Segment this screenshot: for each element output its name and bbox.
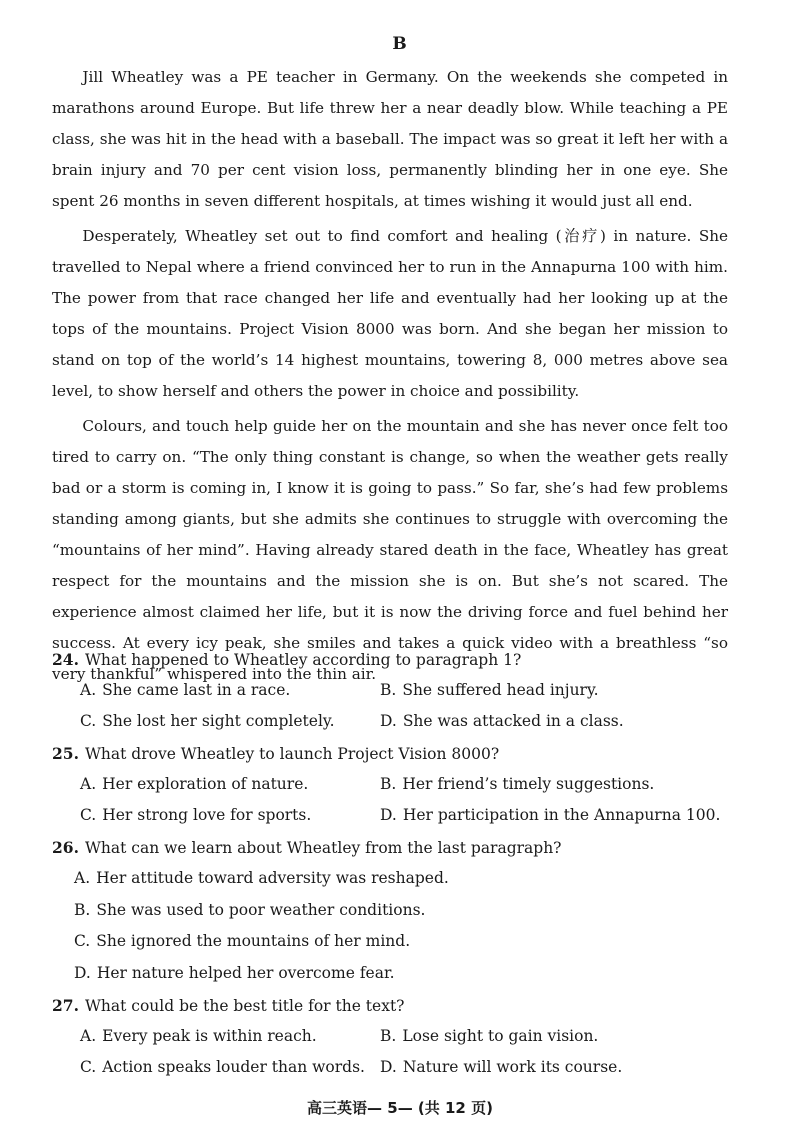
- option-letter: A.: [74, 869, 91, 887]
- question-number: 26.: [52, 838, 79, 857]
- option-text: Her participation in the Annapurna 100.: [402, 806, 721, 824]
- option-group: [52, 675, 742, 737]
- option-text: Her nature helped her overcome fear.: [96, 963, 395, 982]
- option-b[interactable]: [74, 895, 742, 927]
- option-text: She was used to poor weather conditions.: [96, 900, 426, 919]
- passage-paragraph-1: Jill Wheatley was a PE teacher in Germany. On the weekends she competed in marathons around Europe. But life threw her a near deadly blow. While teaching a PE class, she was hit in the head with a baseball. The impact was so great it left her with a brain injury and 70 per cent vision loss, permanently blinding her in one eye. She spent 26 months in seven different hospitals, at times wishing it would just all end.: [52, 68, 728, 210]
- option-a[interactable]: [80, 769, 380, 800]
- option-letter: C.: [80, 1058, 97, 1076]
- option-letter: A.: [80, 681, 97, 699]
- option-text: Her exploration of nature.: [102, 775, 309, 793]
- option-group: [52, 1021, 742, 1083]
- option-group: [52, 769, 742, 831]
- option-d[interactable]: [380, 800, 742, 831]
- option-b[interactable]: [380, 1021, 742, 1052]
- option-text: She was attacked in a class.: [402, 712, 624, 730]
- question-stem: [52, 739, 742, 769]
- option-a[interactable]: [74, 863, 742, 895]
- passage-paragraph-3: Colours, and touch help guide her on the mountain and she has never once felt too tired to carry on. “The only thing constant is change, so when the weather gets really bad or a storm is coming in, I know it is going to pass.” So far, she’s had few problems standing among giants, but she admits she continues to struggle with overcoming the “mountains of her mind”. Having already stared death in the face, Wheatley has great respect for the mountains and the mission she is on. But she’s not scared. The experience almost claimed her life, but it is now the driving force and fuel behind her success. At every icy peak, she smiles and takes a quick video with a breathless “so very thankful” whispered into the thin air.: [52, 417, 728, 683]
- page-footer: 高三英语— 5— (共 12 页): [307, 1099, 493, 1117]
- question-number: 25.: [52, 744, 79, 763]
- option-d[interactable]: [74, 958, 742, 990]
- option-d[interactable]: [380, 1052, 742, 1083]
- option-text: She suffered head injury.: [402, 681, 599, 699]
- question-26: [52, 833, 742, 989]
- question-stem: [52, 645, 742, 675]
- question-stem: [52, 991, 742, 1021]
- option-letter: D.: [380, 806, 397, 824]
- question-list: [52, 645, 742, 1085]
- option-text: Nature will work its course.: [402, 1058, 623, 1076]
- option-a[interactable]: [80, 675, 380, 706]
- option-text: She ignored the mountains of her mind.: [96, 932, 411, 950]
- option-text: She came last in a race.: [102, 681, 291, 699]
- option-d[interactable]: [380, 706, 742, 737]
- question-number: 24.: [52, 650, 79, 669]
- option-text: Her strong love for sports.: [102, 806, 312, 824]
- option-a[interactable]: [80, 1021, 380, 1052]
- option-letter: C.: [80, 806, 97, 824]
- option-letter: B.: [380, 1027, 397, 1045]
- option-c[interactable]: [80, 800, 380, 831]
- question-stem: [52, 833, 742, 863]
- option-text: Action speaks louder than words.: [102, 1058, 365, 1076]
- option-letter: B.: [380, 681, 397, 699]
- question-text: What could be the best title for the text?: [84, 997, 405, 1015]
- option-c[interactable]: [80, 706, 380, 737]
- question-text: What happened to Wheatley according to paragraph 1?: [84, 651, 522, 669]
- option-c[interactable]: [80, 1052, 380, 1083]
- question-25: [52, 739, 742, 831]
- option-text: She lost her sight completely.: [102, 712, 335, 730]
- option-text: Lose sight to gain vision.: [402, 1027, 599, 1045]
- passage-paragraph-2: Desperately, Wheatley set out to find comfort and healing (治疗) in nature. She travelled to Nepal where a friend convinced her to run in the Annapurna 100 with him. The power from that race changed her life and eventually had her looking up at the tops of the mountains. Project Vision 8000 was born. And she began her mission to stand on top of the world’s 14 highest mountains, towering 8, 000 metres above sea level, to show herself and others the power in choice and possibility.: [52, 227, 728, 400]
- option-letter: B.: [380, 775, 397, 793]
- question-text: What drove Wheatley to launch Project Vision 8000?: [84, 745, 500, 763]
- option-letter: D.: [380, 712, 397, 730]
- option-text: Her friend’s timely suggestions.: [402, 775, 655, 793]
- option-b[interactable]: [380, 769, 742, 800]
- option-text: Every peak is within reach.: [102, 1027, 317, 1045]
- question-number: 27.: [52, 996, 79, 1015]
- option-letter: C.: [80, 712, 97, 730]
- question-24: [52, 645, 742, 737]
- option-c[interactable]: [74, 926, 742, 958]
- option-group: [52, 863, 742, 989]
- option-letter: A.: [80, 775, 97, 793]
- option-letter: B.: [74, 900, 91, 919]
- option-letter: C.: [74, 932, 91, 950]
- reading-passage: [52, 62, 728, 694]
- question-27: [52, 991, 742, 1083]
- section-label: B: [392, 34, 408, 54]
- option-b[interactable]: [380, 675, 742, 706]
- option-letter: D.: [74, 963, 91, 982]
- option-letter: A.: [80, 1027, 97, 1045]
- option-letter: D.: [380, 1058, 397, 1076]
- option-text: Her attitude toward adversity was reshaped.: [96, 869, 449, 887]
- question-text: What can we learn about Wheatley from the last paragraph?: [84, 839, 562, 857]
